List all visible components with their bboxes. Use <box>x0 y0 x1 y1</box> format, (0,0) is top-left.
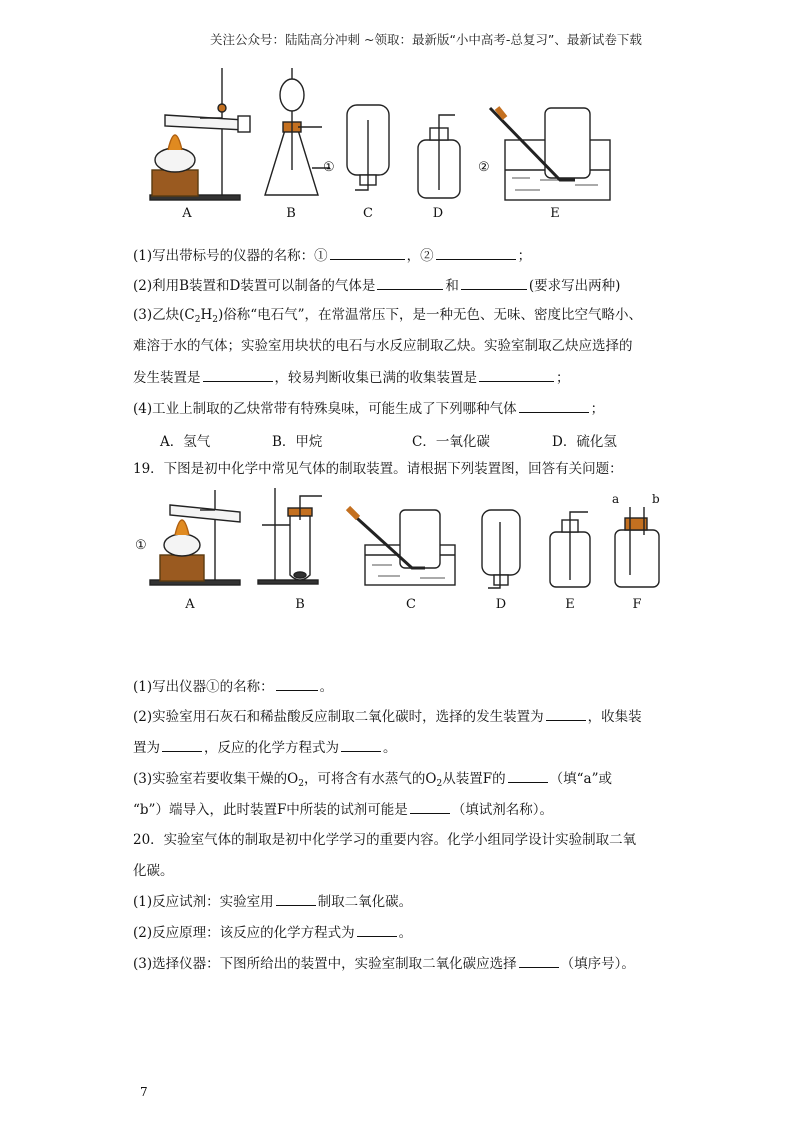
option-d[interactable]: D．硫化氢 <box>552 434 617 450</box>
q20-title-line1: 20．实验室气体的制取是初中化学学习的重要内容。化学小组同学设计实验制取二氧 <box>133 832 637 848</box>
figure1-mark-1: ① <box>323 160 335 175</box>
port-b-label: b <box>652 492 660 506</box>
figure2-label-b: B <box>295 597 305 612</box>
answer-blank[interactable] <box>410 799 450 814</box>
figure2-label-a: A <box>185 597 195 612</box>
q18-part3-line2: 难溶于水的气体；实验室用块状的电石与水反应制取乙炔。实验室制取乙炔应选择的 <box>133 338 633 354</box>
q19-part2-line2: 置为 ，反应的化学方程式为 。 <box>133 737 397 758</box>
option-b[interactable]: B．甲烷 <box>272 434 323 450</box>
figure1-label-a: A <box>182 206 192 221</box>
answer-blank[interactable] <box>276 676 318 691</box>
q19-part1: (1)写出仪器①的名称： 。 <box>133 676 333 697</box>
q18-part4: (4)工业上制取的乙炔常带有特殊臭味，可能生成了下列哪种气体 ； <box>133 398 604 419</box>
q20-part3: (3)选择仪器：下图所给出的装置中，实验室制取二氧化碳应选择 （填序号）。 <box>133 953 635 974</box>
figure2-label-e: E <box>565 597 575 612</box>
figure2-label-f: F <box>632 597 642 612</box>
port-a-label: a <box>612 492 620 506</box>
figure2-label-d: D <box>495 597 507 612</box>
page-number: 7 <box>140 1085 148 1099</box>
q19-part3-line2: “b”）端导入，此时装置F中所装的试剂可能是 （填试剂名称）。 <box>133 799 553 820</box>
figure1-label-c: C <box>363 206 373 221</box>
figure1-label-d: D <box>432 206 444 221</box>
answer-blank[interactable] <box>546 706 586 721</box>
q19-part2-line1: (2)实验室用石灰石和稀盐酸反应制取二氧化碳时，选择的发生装置为 ，收集装 <box>133 706 642 727</box>
q18-part3-line1: (3)乙炔$(C_2H_2)$俗称“电石气”，在常温常压下，是一种无色、无味、密度比空气略小、 <box>133 307 643 325</box>
figure2-label-c: C <box>406 597 416 612</box>
q18-part3-line3: 发生装置是 ，较易判断收集已满的收集装置是 ； <box>133 367 570 388</box>
answer-blank[interactable] <box>519 953 559 968</box>
q20-title-line2: 化碳。 <box>133 863 174 879</box>
q20-part2: (2)反应原理：该反应的化学方程式为 。 <box>133 922 412 943</box>
answer-blank[interactable] <box>357 922 397 937</box>
q20-part1: (1)反应试剂：实验室用 制取二氧化碳。 <box>133 891 412 912</box>
q18-part2: (2)利用B装置和D装置可以制备的气体是 和 (要求写出两种) <box>133 275 620 296</box>
figure1-mark-2: ② <box>478 160 490 175</box>
answer-blank[interactable] <box>341 737 381 752</box>
q18-part1: (1)写出带标号的仪器的名称：① ，② ； <box>133 245 531 266</box>
figure2-mark-1: ① <box>135 538 147 553</box>
option-a[interactable]: A．氢气 <box>160 434 211 450</box>
answer-blank[interactable] <box>508 768 548 783</box>
figure1-label-e: E <box>550 206 560 221</box>
figure1-label-b: B <box>286 206 296 221</box>
q19-part3-line1: (3)实验室若要收集干燥的$O_2$，可将含有水蒸气的$O_2$从装置F的 （填“a”或 <box>133 768 612 789</box>
option-c[interactable]: C．一氧化碳 <box>412 434 490 450</box>
answer-blank[interactable] <box>276 891 316 906</box>
header-note: 关注公众号：陆陆高分冲刺 ~领取：最新版“小中高考-总复习”、最新试卷下载 <box>210 32 642 47</box>
q19-title: 19．下图是初中化学中常见气体的制取装置。请根据下列装置图，回答有关问题： <box>133 461 623 477</box>
answer-blank[interactable] <box>162 737 202 752</box>
